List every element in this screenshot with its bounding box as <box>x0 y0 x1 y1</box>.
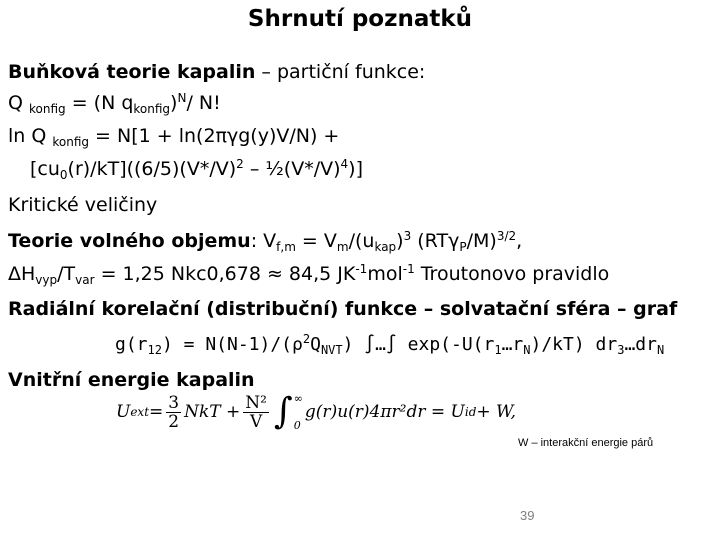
integral-limits <box>294 392 303 432</box>
text: (r)/kT]((6/5)(V*/V) <box>67 158 237 180</box>
text: = (N q <box>65 92 134 114</box>
cell-theory-line <box>8 60 425 84</box>
denominator: V <box>249 411 263 432</box>
cell-theory-heading: Buňková teorie kapalin <box>8 61 256 83</box>
subscript: 12 <box>147 343 162 357</box>
text: : V <box>250 230 277 252</box>
text: /M) <box>466 230 497 252</box>
text: ) ∫…∫ exp(-U(r <box>342 334 495 355</box>
text: Q <box>310 334 321 355</box>
text: [cu <box>30 158 60 180</box>
slide-title: Shrnutí poznatků <box>247 6 473 32</box>
ln-q-equation-continued <box>30 157 363 181</box>
lower-limit: 0 <box>293 419 301 432</box>
subscript: 1 <box>494 343 502 357</box>
free-volume-heading: Teorie volného objemu <box>8 230 251 252</box>
subscript: m <box>336 240 349 254</box>
text: ) = N(N-1)/(ρ <box>161 334 303 355</box>
text: = N[1 + ln(2πγg(y)V/N) + <box>89 125 340 147</box>
subscript: konfig <box>52 135 90 149</box>
superscript: 2 <box>302 332 311 346</box>
fraction-n2-v <box>243 394 269 431</box>
subscript: vyp <box>35 273 58 287</box>
text: , <box>516 230 523 252</box>
numerator: N² <box>245 392 267 413</box>
subscript: konfig <box>29 102 66 116</box>
subscript: kap <box>374 240 397 254</box>
text: ) <box>396 230 404 252</box>
text: )] <box>348 158 363 180</box>
superscript: 4 <box>340 157 349 171</box>
radial-distribution-heading: Radiální korelační (distribuční) funkce – solvatační sféra – graf <box>8 298 678 320</box>
radial-distribution-equation <box>115 333 664 357</box>
text: g(r <box>115 334 148 355</box>
text: /(u <box>348 230 375 252</box>
q-konfig-equation <box>8 91 221 115</box>
numerator: 3 <box>168 392 180 413</box>
text: …dr <box>624 334 657 355</box>
text: = V <box>295 230 337 252</box>
superscript: -1 <box>402 262 415 276</box>
text: mol <box>367 263 403 285</box>
text: ln Q <box>8 125 53 147</box>
superscript: 3 <box>403 229 412 243</box>
superscript: 3/2 <box>496 229 517 243</box>
internal-energy-formula: U ext = $\frac{3}{2}$ NkT + $\frac{\text{N²}}{V}$ ∫ ∞ 0 g(r)u(r)4πr²dr = U id + W, <box>116 391 516 432</box>
text: + W, <box>476 402 516 422</box>
subscript: N <box>656 343 665 357</box>
text: (RTγ <box>411 230 460 252</box>
denominator: 2 <box>168 411 180 432</box>
superscript: -1 <box>355 262 368 276</box>
ln-q-equation <box>8 124 339 148</box>
internal-energy-heading: Vnitřní energie kapalin <box>8 369 255 391</box>
text: – ½(V*/V) <box>243 158 341 180</box>
integral-sign: ∫ ∞ 0 <box>273 391 303 432</box>
page-number: 39 <box>520 508 535 523</box>
text: )/kT) dr <box>530 334 618 355</box>
superscript: 2 <box>236 157 244 171</box>
free-volume-line <box>8 229 522 253</box>
fraction-3-2 <box>166 394 181 431</box>
text: U <box>116 402 131 422</box>
subscript: var <box>75 273 95 287</box>
critical-quantities: Kritické veličiny <box>8 194 158 216</box>
subscript: 0 <box>59 168 68 182</box>
upper-limit: ∞ <box>293 392 303 405</box>
subscript: N <box>523 343 531 357</box>
trouton-rule-line <box>8 262 609 286</box>
superscript: N <box>177 91 187 105</box>
subscript: P <box>459 240 467 254</box>
text: /T <box>57 263 76 285</box>
text: g(r)u(r)4πr²dr = U <box>304 402 465 422</box>
text: Q <box>8 92 29 114</box>
text: / N! <box>186 92 221 114</box>
subscript: 3 <box>617 343 625 357</box>
subscript: konfig <box>133 102 171 116</box>
text: ) <box>170 92 178 114</box>
subscript: f,m <box>276 240 296 254</box>
text: …r <box>501 334 524 355</box>
interaction-energy-note: W – interakční energie párů <box>518 437 654 449</box>
text: Troutonovo pravidlo <box>414 263 610 285</box>
text: ΔH <box>8 263 36 285</box>
text: = 1,25 Nkc0,678 ≈ 84,5 JK <box>94 263 356 285</box>
subscript: NVT <box>320 343 343 357</box>
text: = <box>149 402 164 422</box>
cell-theory-text: – partiční funkce: <box>255 61 426 83</box>
text: NkT + <box>184 402 241 422</box>
